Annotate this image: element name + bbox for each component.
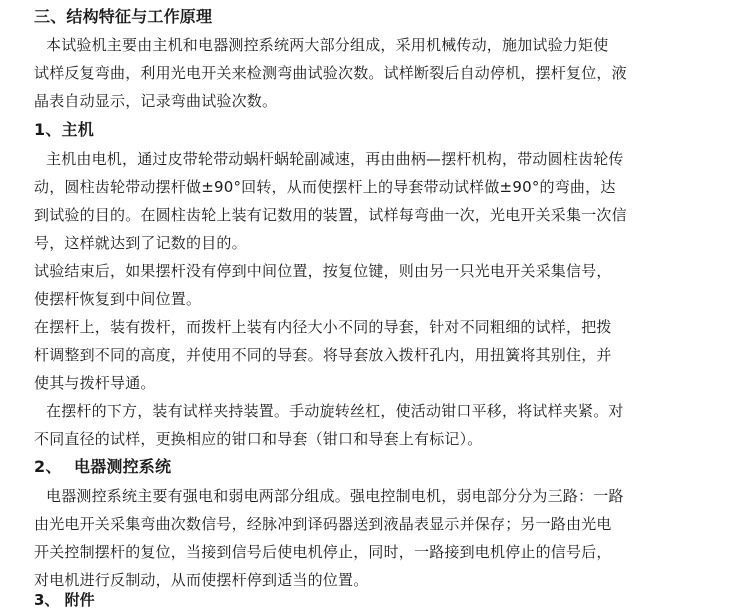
paragraph-line: 主机由电机，通过皮带轮带动蜗杆蜗轮副减速，再由曲柄—摆杆机构，带动圆柱齿轮传	[46, 150, 624, 168]
cut-off-heading-text: 3、 附件	[34, 591, 95, 609]
paragraph-line: 在摆杆的下方，装有试样夹持装置。手动旋转丝杠，使活动钳口平移，将试样夹紧。对	[46, 402, 624, 420]
paragraph-line: 杆调整到不同的高度，并使用不同的导套。将导套放入拨杆孔内，用扭簧将其别住，并	[34, 346, 612, 364]
paragraph-line: 不同直径的试样，更换相应的钳口和导套（钳口和导套上有标记）。	[34, 430, 483, 448]
paragraph-line: 晶表自动显示，记录弯曲试验次数。	[34, 92, 278, 110]
paragraph-line: 在摆杆上，装有拨杆，而拨杆上装有内径大小不同的导套，针对不同粗细的试样，把拨	[34, 318, 612, 336]
heading-host: 1、主机	[34, 120, 94, 139]
heading-electrical: 电器测控系统	[74, 457, 172, 476]
paragraph-line: 到试验的目的。在圆柱齿轮上装有记数用的装置，试样每弯曲一次，光电开关采集一次信	[34, 206, 627, 224]
paragraph-line: 本试验机主要由主机和电器测控系统两大部分组成，采用机械传动，施加试验力矩使	[46, 36, 609, 54]
heading-number: 2、	[34, 457, 62, 476]
paragraph-line: 由光电开关采集弯曲次数信号，经脉冲到译码器送到液晶表显示并保存；另一路由光电	[34, 515, 612, 533]
paragraph-line: 开关控制摆杆的复位，当接到信号后使电机停止，同时，一路接到电机停止的信号后，	[34, 543, 612, 561]
section-title: 三、结构特征与工作原理	[34, 7, 213, 26]
paragraph-line: 对电机进行反制动，从而使摆杆停到适当的位置。	[34, 571, 369, 589]
cut-off-heading	[34, 590, 154, 609]
paragraph-line: 号，这样就达到了记数的目的。	[34, 234, 247, 252]
paragraph-line: 使其与拨杆导通。	[34, 374, 156, 392]
paragraph-line: 试样反复弯曲，利用光电开关来检测弯曲试验次数。试样断裂后自动停机，摆杆复位，液	[34, 64, 627, 82]
paragraph-line: 电器测控系统主要有强电和弱电两部分组成。强电控制电机，弱电部分分为三路：一路	[46, 487, 624, 505]
paragraph-line: 使摆杆恢复到中间位置。	[34, 290, 202, 308]
paragraph-line: 动，圆柱齿轮带动摆杆做±90°回转，从而使摆杆上的导套带动试样做±90°的弯曲，达	[34, 178, 616, 196]
paragraph-line: 试验结束后，如果摆杆没有停到中间位置，按复位键，则由另一只光电开关采集信号，	[34, 262, 612, 280]
